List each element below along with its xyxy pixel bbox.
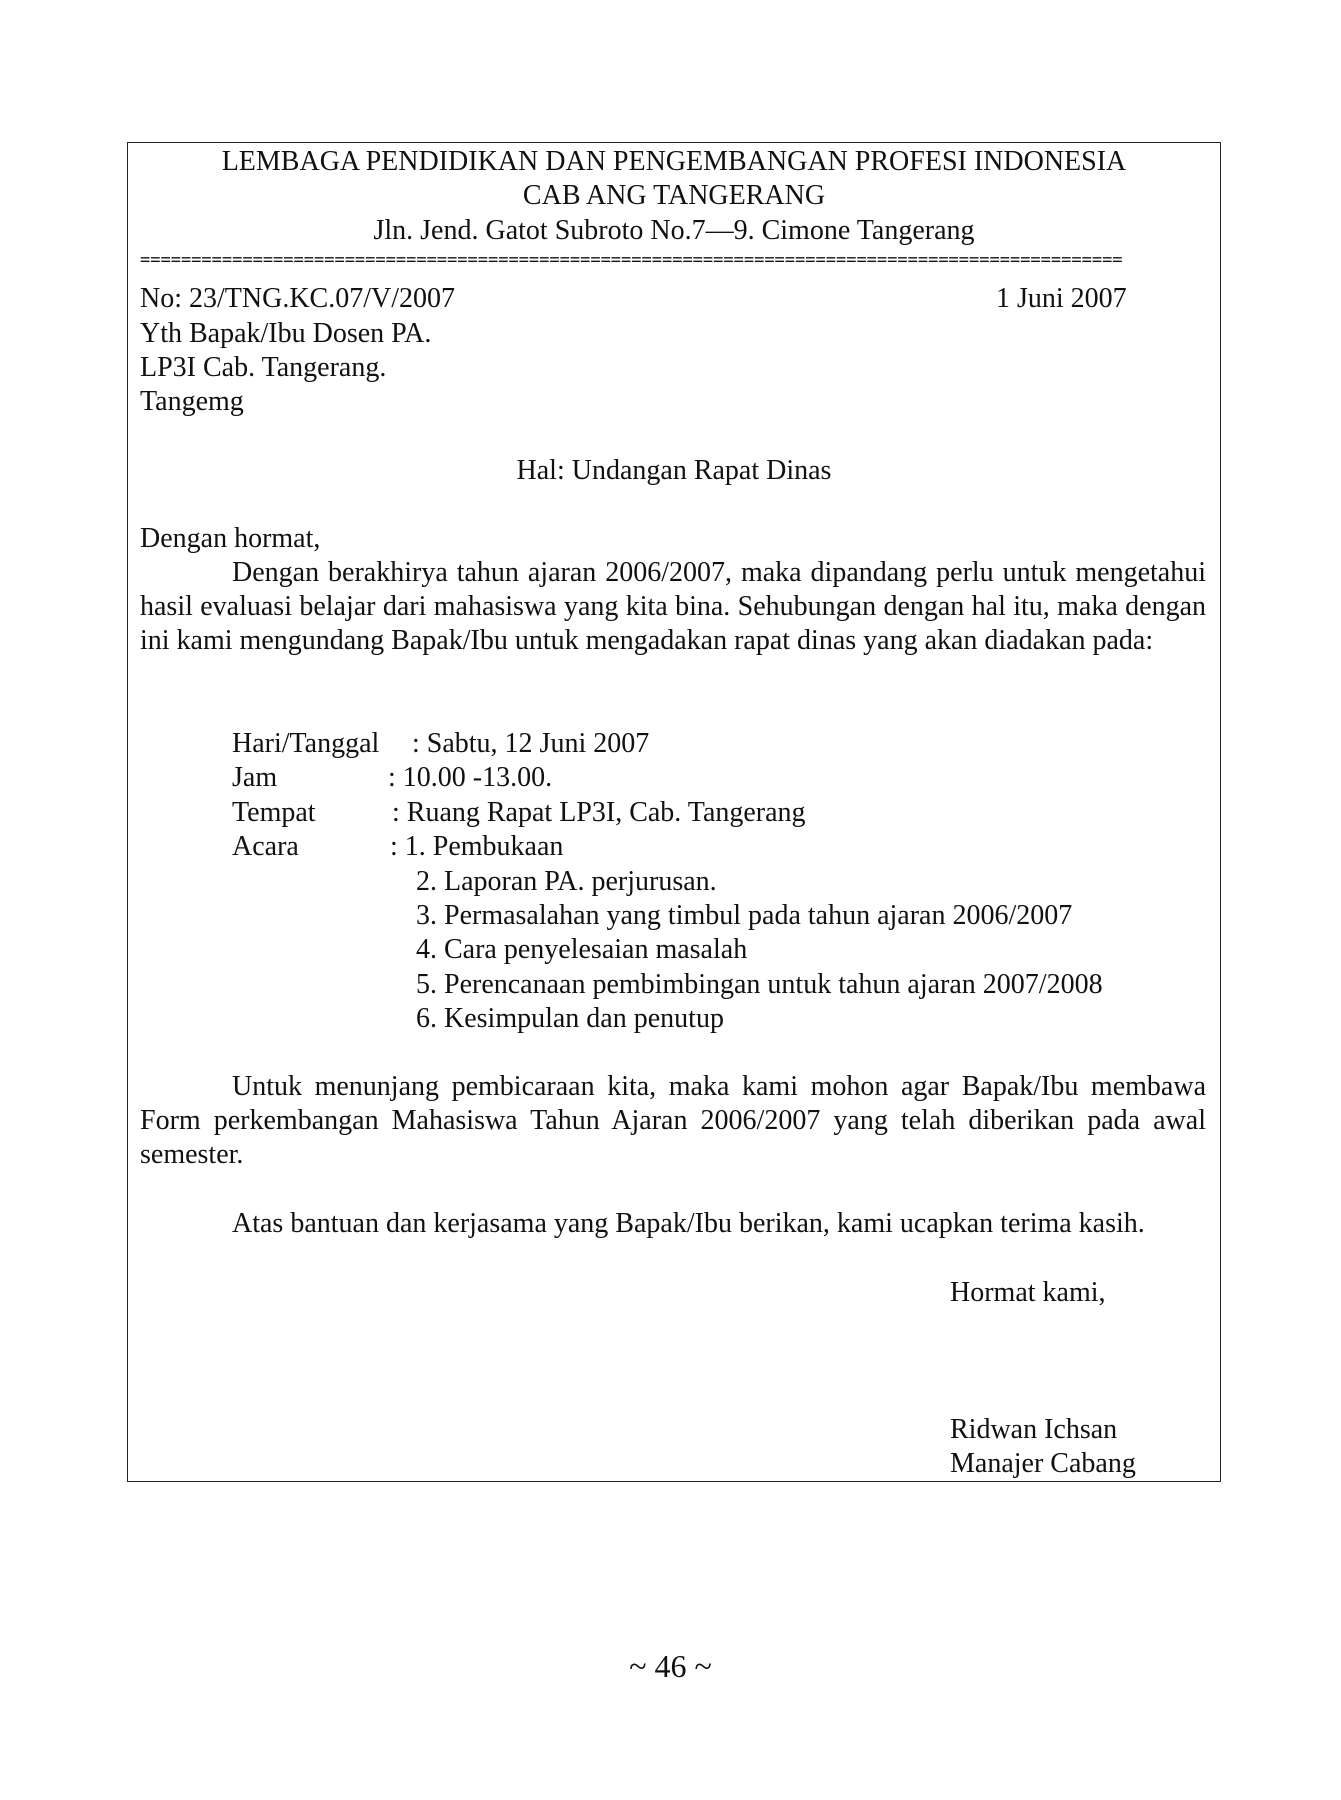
detail-time-value: : 10.00 -13.00. bbox=[388, 762, 553, 793]
branch-name: CAB ANG TANGERANG bbox=[522, 180, 826, 211]
agenda-item: 2. Laporan PA. perjurusan. bbox=[416, 866, 717, 897]
subject: Hal: Undangan Rapat Dinas bbox=[516, 455, 832, 486]
detail-place-value: : Ruang Rapat LP3I, Cab. Tangerang bbox=[392, 797, 806, 828]
detail-place-label: Tempat bbox=[232, 797, 316, 828]
salutation: Dengan hormat, bbox=[140, 523, 321, 554]
agenda-item: 6. Kesimpulan dan penutup bbox=[416, 1003, 724, 1034]
closing: Hormat kami, bbox=[950, 1277, 1106, 1308]
letter-number: No: 23/TNG.KC.07/V/2007 bbox=[140, 283, 455, 314]
paragraph-intro-text: Dengan berakhirya tahun ajaran 2006/2007, maka dipandang perlu untuk mengetahui hasil evaluasi belajar dari mahasiswa yang kita bina. Sehubungan dengan hal itu, maka dengan ini kami mengundang Bapak/Ibu untuk mengadakan rapat dinas yang akan diadakan pada: bbox=[140, 557, 1206, 657]
signer-title: Manajer Cabang bbox=[950, 1448, 1136, 1479]
detail-time-label: Jam bbox=[232, 762, 278, 793]
detail-agenda-label: Acara bbox=[232, 831, 299, 862]
recipient-line: Tangemg bbox=[140, 386, 244, 417]
paragraph-intro bbox=[140, 556, 1206, 659]
paragraph-thanks bbox=[140, 1207, 1206, 1241]
signer-name: Ridwan Ichsan bbox=[950, 1414, 1118, 1445]
recipient-line: LP3I Cab. Tangerang. bbox=[140, 352, 387, 383]
agenda-item: 4. Cara penyelesaian masalah bbox=[416, 934, 748, 965]
paragraph-thanks-text: Atas bantuan dan kerjasama yang Bapak/Ibu berikan, kami ucapkan terima kasih. bbox=[232, 1208, 1145, 1239]
separator-line: ================================================================================================ bbox=[140, 250, 1123, 270]
agenda-item: 5. Perencanaan pembimbingan untuk tahun ajaran 2007/2008 bbox=[416, 969, 1103, 1000]
detail-day-label: Hari/Tanggal bbox=[232, 728, 380, 759]
paragraph-request-text: Untuk menunjang pembicaraan kita, maka kami mohon agar Bapak/Ibu membawa Form perkembangan Mahasiswa Tahun Ajaran 2006/2007 yang telah diberikan pada awal semester. bbox=[140, 1071, 1206, 1171]
detail-day-value: : Sabtu, 12 Juni 2007 bbox=[412, 728, 650, 759]
paragraph-request bbox=[140, 1070, 1206, 1173]
detail-agenda-first: : 1. Pembukaan bbox=[390, 831, 564, 862]
recipient-line: Yth Bapak/Ibu Dosen PA. bbox=[140, 318, 432, 349]
address: Jln. Jend. Gatot Subroto No.7—9. Cimone Tangerang bbox=[373, 215, 975, 246]
page-number: ~ 46 ~ bbox=[629, 1648, 712, 1684]
org-name: LEMBAGA PENDIDIKAN DAN PENGEMBANGAN PROFESI INDONESIA bbox=[221, 146, 1127, 177]
agenda-item: 3. Permasalahan yang timbul pada tahun ajaran 2006/2007 bbox=[416, 900, 1073, 931]
letter-date: 1 Juni 2007 bbox=[996, 283, 1127, 314]
